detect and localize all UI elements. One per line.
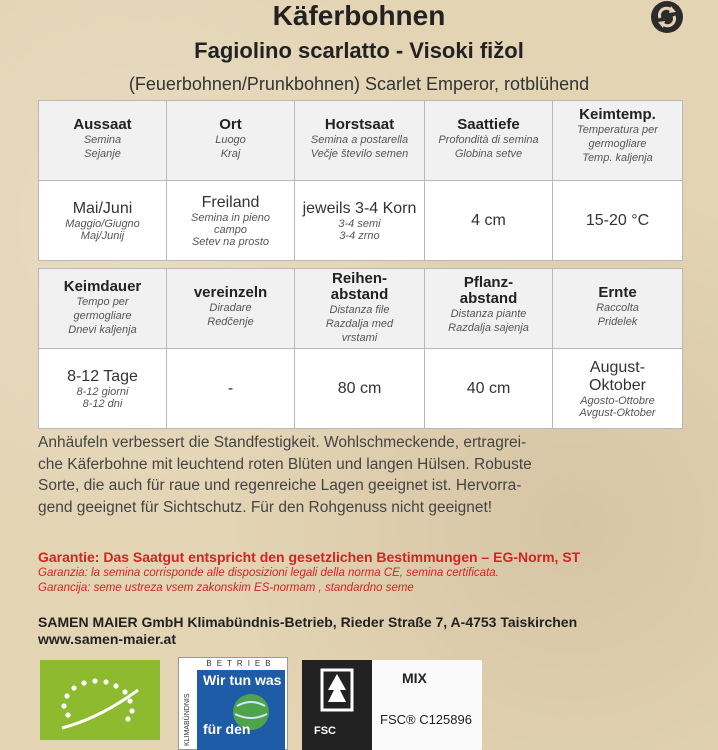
sowing-table-value-row: [39, 181, 683, 261]
recycle-icon: [650, 0, 684, 34]
description-line: gend geeignet für Sichtschutz. Für den Rohgenuss nicht geeignet!: [38, 498, 493, 516]
header-reihenabstand: Reihen- abstand: [330, 270, 389, 303]
value-horstsaat-sl: 3-4 zrno: [339, 229, 380, 242]
value-cell-pflanzabstand: [425, 349, 553, 429]
header-keimtemp-it2: germogliare: [588, 138, 647, 150]
value-keimdauer: 8-12 Tage: [67, 367, 138, 385]
value-ort: Freiland: [201, 193, 260, 211]
header-keimdauer-it1: Tempo per: [76, 296, 129, 308]
header-aussaat-it: Semina: [83, 134, 122, 146]
header-ernte-sl: Pridelek: [597, 316, 638, 328]
header-vereinzeln: vereinzeln: [193, 284, 268, 301]
header-reihenabstand-it: Distanza file: [329, 304, 390, 316]
product-title: Käferbohnen: [272, 0, 446, 31]
description: [38, 432, 682, 518]
header-ort-it: Luogo: [215, 134, 246, 146]
guarantee-slovenian: Garancija: seme ustreza vsem zakonskim ES-normam , standardno seme: [38, 582, 414, 594]
header-reihenabstand-sl2: vrstami: [341, 332, 378, 344]
header-aussaat-sl: Sejanje: [84, 148, 121, 160]
fsc-code: FSC® C125896: [380, 712, 472, 727]
header-ernte: Ernte: [598, 284, 637, 301]
value-cell-aussaat: [39, 181, 167, 261]
value-horstsaat: jeweils 3-4 Korn: [302, 199, 417, 217]
value-ort-sl: Setev na prosto: [191, 235, 270, 248]
value-cell-ort: [167, 181, 295, 261]
header-ort: Ort: [219, 116, 242, 133]
header-saattiefe-it: Profondità di semina: [438, 134, 539, 146]
header-vereinzeln-it: Diradare: [209, 302, 252, 314]
header-cell-vereinzeln: [167, 269, 295, 349]
value-cell-saattiefe: [425, 181, 553, 261]
value-cell-keimdauer: [39, 349, 167, 429]
klimabuendnis-side-text: [180, 668, 192, 748]
guarantee-block: [38, 548, 698, 596]
growing-table-value-row: [39, 349, 683, 429]
value-aussaat-sl: Maj/Junij: [80, 229, 125, 242]
header-keimdauer: Keimdauer: [63, 278, 142, 295]
company-block: [38, 614, 698, 648]
value-pflanzabstand: 40 cm: [466, 379, 511, 397]
fsc-label: FSC: [314, 725, 336, 737]
header-keimtemp: Keimtemp.: [579, 106, 656, 123]
value-aussaat-it: Maggio/Giugno: [65, 217, 140, 230]
description-line: che Käferbohne mit leuchtend roten Blüten und langen Hülsen. Robuste: [38, 455, 532, 473]
value-cell-ernte: [553, 349, 683, 429]
value-horstsaat-it: 3-4 semi: [338, 217, 381, 230]
value-aussaat: Mai/Juni: [72, 199, 133, 217]
klimabuendnis-blue-box: [197, 670, 285, 750]
header-horstsaat-it: Semina a postarella: [310, 134, 409, 146]
header-saattiefe-sl: Globina setve: [454, 148, 523, 160]
value-saattiefe: 4 cm: [471, 211, 506, 229]
header-keimdauer-sl: Dnevi kaljenja: [68, 324, 137, 336]
klimabuendnis-top-text: BETRIEB: [206, 659, 276, 668]
header-keimtemp-it1: Temperatura per: [577, 124, 658, 136]
company-website[interactable]: www.samen-maier.at: [38, 631, 176, 647]
description-line: Sorte, die auch für raue und regenreiche Lagen geeignet ist. Hervorra-: [38, 477, 522, 494]
value-cell-keimtemp: [553, 181, 683, 261]
header-reihenabstand-sl1: Razdalja med: [325, 318, 394, 330]
fsc-mix: MIX: [402, 670, 427, 686]
value-keimdauer-sl: 8-12 dni: [82, 397, 123, 410]
sowing-table-header-row: [39, 101, 683, 181]
variety-line: (Feuerbohnen/Prunkbohnen) Scarlet Emperor, rotblühend: [128, 74, 590, 94]
klimabuendnis-logo: [178, 657, 288, 750]
value-cell-reihenabstand: [295, 349, 425, 429]
value-reihenabstand: 80 cm: [337, 379, 382, 397]
value-vereinzeln: -: [227, 379, 234, 397]
growing-table: [38, 268, 683, 429]
klimabuendnis-side-label: KLIMABÜNDNIS: [184, 693, 191, 746]
header-pflanzabstand: Pflanz- abstand: [459, 274, 518, 307]
header-cell-saattiefe: [425, 101, 553, 181]
guarantee-main: Garantie: Das Saatgut entspricht den gesetzlichen Bestimmungen – EG-Norm, ST: [38, 549, 581, 565]
header-cell-keimdauer: [39, 269, 167, 349]
value-ort-it2: campo: [213, 223, 248, 236]
fsc-tree-panel: [302, 660, 372, 750]
sowing-table: [38, 100, 683, 261]
product-subtitle: Fagiolino scarlatto - Visoki fižol: [194, 38, 524, 63]
header-ort-sl: Kraj: [220, 148, 241, 160]
eu-organic-leaf-logo: [40, 660, 160, 740]
header-cell-reihenabstand: [295, 269, 425, 349]
eu-leaf-icon: [40, 660, 160, 740]
value-ernte-sl: Avgust-Oktober: [579, 406, 656, 419]
header-pflanzabstand-sl: Razdalja sajenja: [448, 322, 529, 334]
header-cell-pflanzabstand: [425, 269, 553, 349]
header-cell-ernte: [553, 269, 683, 349]
value-keimtemp: 15-20 °C: [585, 211, 650, 229]
company-address: SAMEN MAIER GmbH Klimabündnis-Betrieb, Rieder Straße 7, A-4753 Taiskirchen: [38, 614, 578, 630]
description-line: Anhäufeln verbessert die Standfestigkeit. Wohlschmeckende, ertragrei-: [38, 434, 527, 451]
header-saattiefe: Saattiefe: [457, 116, 520, 133]
header-pflanzabstand-it: Distanza piante: [450, 308, 527, 320]
header-horstsaat: Horstsaat: [324, 116, 395, 133]
value-cell-vereinzeln: [167, 349, 295, 429]
klimabuendnis-slogan2: für den: [203, 721, 251, 737]
value-ernte-it: Agosto-Ottobre: [580, 394, 655, 407]
value-ernte: August- Oktober: [589, 358, 646, 394]
value-ort-it1: Semina in pieno: [191, 211, 270, 224]
header-cell-ort: [167, 101, 295, 181]
header-cell-keimtemp: [553, 101, 683, 181]
fsc-logo: [302, 660, 482, 750]
fsc-tree-icon: [302, 660, 372, 720]
header-cell-horstsaat: [295, 101, 425, 181]
klimabuendnis-slogan: Wir tun was: [203, 672, 282, 688]
header-cell-aussaat: [39, 101, 167, 181]
header-ernte-it: Raccolta: [596, 302, 639, 314]
header-horstsaat-sl: Večje število semen: [310, 148, 409, 160]
header-aussaat: Aussaat: [73, 116, 132, 133]
header-keimtemp-sl: Temp. kaljenja: [582, 152, 653, 164]
value-cell-horstsaat: [295, 181, 425, 261]
header-keimdauer-it2: germogliare: [73, 310, 132, 322]
growing-table-header-row: [39, 269, 683, 349]
guarantee-italian: Garanzia: la semina corrisponde alle disposizioni legali della norma CE, semina certificata.: [38, 567, 499, 579]
header-vereinzeln-sl: Redčenje: [207, 316, 254, 328]
value-keimdauer-it: 8-12 giorni: [76, 385, 129, 398]
